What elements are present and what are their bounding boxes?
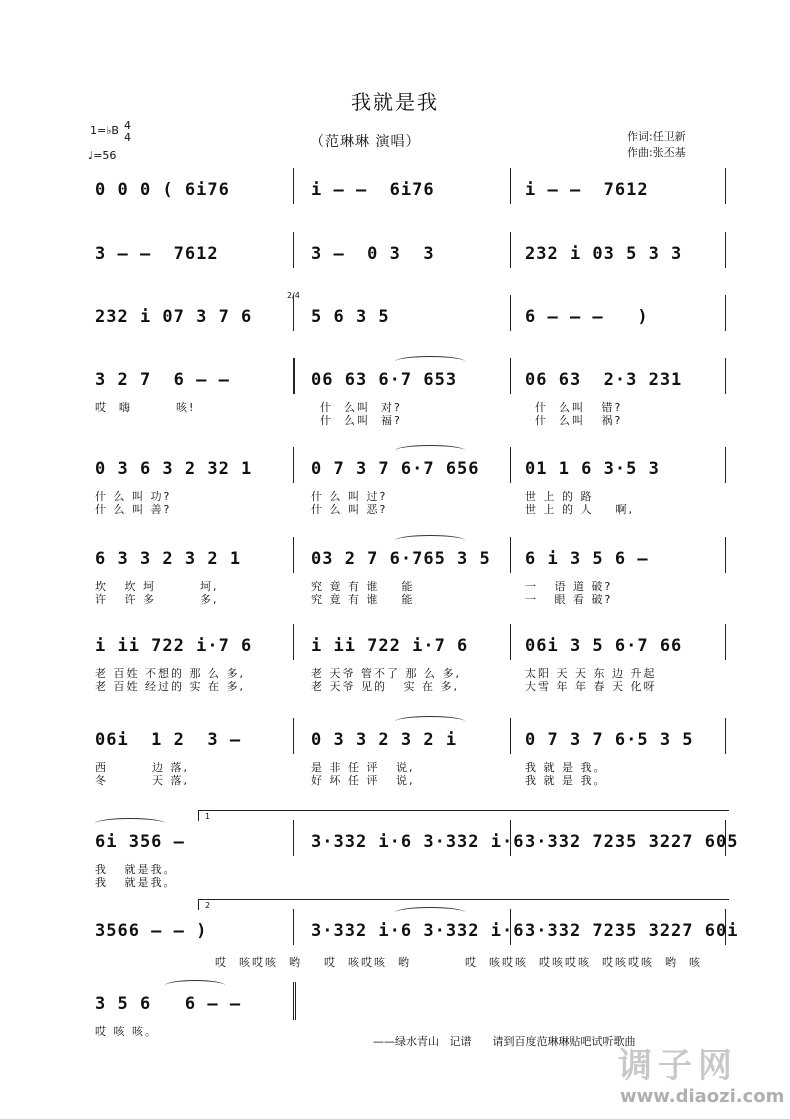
bar-line [510,232,511,268]
score-row [95,244,728,274]
slur-mark [95,818,165,829]
score-row [95,370,728,427]
lyric-line: 太阳 天 天 东 边 升起 [525,667,657,680]
lyric-line: 什 么叫 祸? [535,414,623,427]
measure-notes: 232 i 07 3 7 6 [95,307,253,327]
measure-notes: 232 i 03 5 3 3 [525,244,683,264]
bar-line [510,295,511,331]
bar-line [725,718,726,754]
measure-notes: 0 3 3 2 3 2 i [311,730,458,750]
bar-line [293,358,295,394]
slur-mark [395,535,465,546]
bar-line [510,358,511,394]
score-row [95,291,728,337]
measure-notes: 06 63 6·7 653 [311,370,458,390]
volta-number: 1 [205,812,211,821]
measure-notes: 0 7 3 7 6·5 3 5 [525,730,694,750]
score-row [95,901,739,969]
lyric-line: 好 坏 任 评 说, [311,774,415,787]
measure-notes: 3 – 0 3 3 [311,244,435,264]
key-signature [90,119,131,144]
measure-notes: 03 2 7 6·765 3 5 [311,549,491,569]
bar-line [725,295,726,331]
watermark-text: 调子网 [618,1046,738,1086]
time-bottom: 4 [124,131,131,144]
lyric-line: 什 么 叫 恶? [311,503,388,516]
bar-line [725,168,726,204]
measure-notes: 0 3 6 3 2 32 1 [95,459,253,479]
bar-line [510,447,511,483]
measure-notes: i – – 7612 [525,180,649,200]
lyric-line: 老 百姓 不想的 那 么 多, [95,667,245,680]
lyric-line: 世 上 的 人 啊, [525,503,634,516]
measure-notes: 6 3 3 2 3 2 1 [95,549,242,569]
footer-note: ——绿水青山 记谱 请到百度范琳琳贴吧试听歌曲 [373,1035,636,1048]
lyricist-credit: 作词:任卫新 [627,130,686,143]
bar-line [725,624,726,660]
lyric-line: 冬 天 落, [95,774,189,787]
bar-line [293,624,294,660]
song-title: 我就是我 [351,90,439,114]
bar-line [293,537,294,573]
lyric-line: 什 么叫 错? [535,401,623,414]
bar-line [510,168,511,204]
measure-notes: 3 – – 7612 [95,244,219,264]
score-row [95,549,728,606]
measure-notes: 3 5 6 6 – – [95,994,242,1014]
lyric-line: 老 百姓 经过的 实 在 多, [95,680,245,693]
lyric-line: 什 么叫 对? [320,401,402,414]
bar-line [510,718,511,754]
time-change-marker: 2/4 [287,291,300,300]
time-signature [124,120,131,144]
lyric-line: 我 就是我。 [95,876,177,889]
lyric-line: 什 么叫 福? [320,414,402,427]
lyric-line: 哎 咳哎咳 哟 哎 咳哎咳 哟 [215,956,411,969]
lyric-line: 什 么 叫 功? [95,490,172,503]
lyric-line: 西 边 落, [95,761,189,774]
lyric-line: 一 语 道 破? [525,580,613,593]
watermark-url: www.diaozi.com [620,1086,785,1107]
slur-mark [395,356,465,367]
lyric-line: 究 竟 有 谁 能 [311,580,415,593]
measure-notes: i ii 722 i·7 6 [95,636,253,656]
bar-line [510,624,511,660]
measure-notes: 06 63 2·3 231 [525,370,683,390]
measure-notes: 3566 – – ) [95,921,208,941]
measure-notes: 6i 356 – [95,832,185,852]
singer-subtitle: （范琳琳 演唱） [310,134,421,150]
measure-notes: i ii 722 i·7 6 [311,636,469,656]
score-row [95,459,728,516]
volta-number: 2 [205,901,211,910]
lyric-line: 哎 嗨 咳! [95,401,196,414]
measure-notes: 01 1 6 3·5 3 [525,459,660,479]
bar-line [725,358,726,394]
lyric-line: 是 非 任 评 说, [311,761,415,774]
measure-notes: 3·332 i·6 3·332 i·6 [311,832,525,852]
score-row [95,994,728,1038]
bar-line [725,232,726,268]
lyric-line: 许 许 多 多, [95,593,219,606]
lyric-line: 哎 咳 咳。 [95,1025,158,1038]
time-top: 4 [124,119,131,132]
bar-line [293,909,294,945]
bar-line [293,718,294,754]
score-row [95,180,728,210]
measure-notes: 3 2 7 6 – – [95,370,230,390]
lyric-line: 究 竟 有 谁 能 [311,593,415,606]
lyric-line: 我 就 是 我。 [525,761,607,774]
measure-notes: 3·332 7235 3227 605 [525,832,739,852]
volta-bracket [198,899,729,910]
measure-notes: i – – 6i76 [311,180,435,200]
measure-notes: 06i 1 2 3 – [95,730,242,750]
lyric-line: 我 就 是 我。 [525,774,607,787]
score-row [95,636,728,693]
measure-notes: 06i 3 5 6·7 66 [525,636,683,656]
measure-notes: 3·332 7235 3227 60i [525,921,739,941]
measure-notes: 6 i 3 5 6 – [525,549,649,569]
slur-mark [395,716,465,727]
tempo-marking: ♩=56 [88,149,117,162]
bar-line [725,447,726,483]
lyric-line: 什 么 叫 过? [311,490,388,503]
slur-mark [395,445,465,456]
measure-notes: 3·332 i·6 3·332 i·6 [311,921,525,941]
key-label: 1=♭B [90,124,119,137]
measure-notes: 0 0 0 ( 6i76 [95,180,230,200]
lyric-line: 我 就是我。 [95,863,177,876]
watermark-logo [598,1038,785,1113]
lyric-line: 什 么 叫 善? [95,503,172,516]
bar-line [293,232,294,268]
score-row [95,812,739,889]
score-row [95,730,728,787]
measure-notes: 0 7 3 7 6·7 656 [311,459,480,479]
lyric-line: 大雪 年 年 春 天 化呀 [525,680,657,693]
lyric-line: 哎 咳哎咳 哎咳哎咳 哎咳哎咳 哟 咳 [465,956,702,969]
bar-line [293,168,294,204]
lyric-line: 老 天爷 见的 实 在 多, [311,680,459,693]
measure-notes: 5 6 3 5 [311,307,390,327]
volta-bracket [198,810,729,821]
lyric-line: 坎 坎 坷 坷, [95,580,219,593]
slur-mark [165,980,225,991]
composer-credit: 作曲:张丕基 [627,146,686,159]
bar-line [293,447,294,483]
bar-line [725,537,726,573]
bar-line [293,820,294,856]
measure-notes: 6 – – – ) [525,307,649,327]
lyric-line: 一 眼 看 破? [525,593,613,606]
bar-line [293,295,294,331]
lyric-line: 老 天爷 管不了 那 么 多, [311,667,461,680]
final-bar-line [293,982,296,1020]
lyric-line: 世 上 的 路 [525,490,594,503]
bar-line [510,537,511,573]
